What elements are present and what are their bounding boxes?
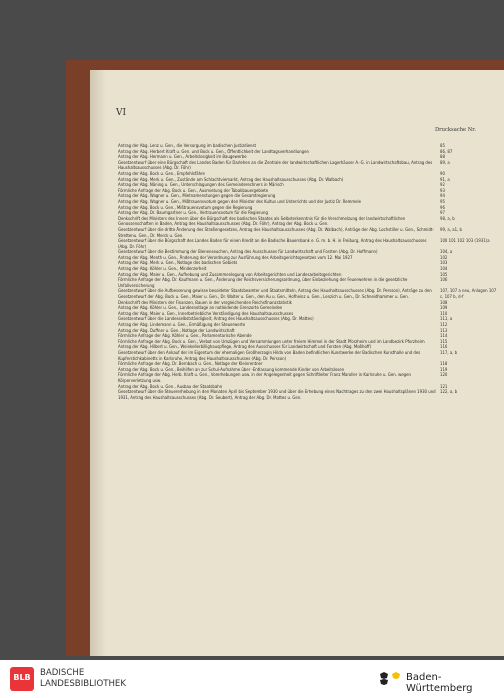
entry-title: Antrag der Abg. Hermann u. Gen., Arbeitslosigkeit im Baugewerbe — [118, 155, 247, 161]
column-header: Drucksache Nr. — [435, 127, 476, 133]
entry-title: Antrag der Abg. Wagner u. Gen., Mietnamenstungen gegen die Gesamtregierung — [118, 194, 276, 200]
entry-title: Antrag der Abg. Dr. Baumgartner u. Gen., Vertrauensvotum für die Regierung — [118, 211, 268, 217]
index-entry — [118, 373, 498, 384]
index-entry — [118, 239, 498, 250]
entry-drucksache-number: 104, a — [440, 250, 453, 256]
entry-title: Gesetzentwurf über den Ankauf der im Eigentum der ehemaligen Großherzogin Hilda von Baden befindlichen Kunstwerke der Badischen Kunsthalle und des Kupferstichkabinetts in Karlsruhe, Antrag des Haushaltsausschusses (Abg. Dr. Persson) — [118, 350, 421, 362]
entry-drucksache-number: 91, a — [440, 177, 450, 183]
entry-drucksache-number: 98, a, b — [440, 216, 455, 222]
entry-drucksache-number: 85 — [440, 144, 445, 149]
bw-wordmark[interactable]: Baden-Württemberg — [406, 672, 473, 694]
entry-title: Gesetzentwurf über die Steuererhebung in den Monaten April bis September 1930 und über die Erhebung eines Nachtrages zu den zwei Haushaltsplänen 1930 und 1931, Antrag des Haushaltsausschusses (Abg. Dr. Seubert), Antrag der Abg. Dr. Mattes u. Gen. — [118, 390, 436, 401]
entry-drucksache-number: 115 — [440, 339, 448, 345]
entry-drucksache-number: 92 — [440, 183, 445, 189]
entry-title: Gesetzentwurf über die Bürgschaft des Landes Baden für einen Kredit an die Badische Bauernbank e. G. m. b. H. in Freiburg, Antrag des Haushaltsausschusses (Abg. Dr. Föhr) — [118, 239, 427, 250]
entry-drucksache-number: 116 — [440, 345, 448, 351]
index-entries — [118, 144, 498, 401]
entry-title: Gesetzentwurf über die dritte Änderung des Straßengesetzes, Antrag des Haushaltsausschusses (Abg. Dr. Walbach), Anträge der Abg. Lochstiller u. Gen., Schmidt-Strettenu. Gen., Dr. Merck u. Gen. — [118, 227, 434, 239]
entry-title: Antrag der Abg. Bock u. Gen., Empfehlsfähre — [118, 171, 205, 177]
entry-title: Antrag der Abg. Merk u. Gen., Notlage des badischen Gebiets — [118, 261, 238, 267]
entry-drucksache-number: 106 — [440, 278, 448, 284]
entry-title: Antrag der Abg. Bock u. Gen., Ausbau der Staatsbahn — [118, 384, 223, 390]
entry-title: Antrag der Abg. Bock u. Gen., Beihilfen an zur Schul-Aufnahme über -Entlassung kommende Kinder von Arbeitslosen — [118, 367, 345, 373]
index-entry — [118, 217, 498, 228]
entry-title: Antrag der Abg. Näning u. Gen., Unterschlagungen des Gemeinderechners in Märisch — [118, 183, 284, 189]
index-entry — [118, 351, 498, 362]
index-entry — [118, 228, 498, 239]
entry-drucksache-number: 114 — [440, 334, 448, 340]
entry-drucksache-number: 107, 107 a neu, Anlagen 107 c, 107 b, d-f — [440, 289, 497, 301]
entry-title: Antrag der Abg. Köhler u. Gen., Minderzerheit — [118, 267, 207, 273]
entry-title: Gesetzentwurf über die Bestimmung der Bienenseuchen, Antrag des Ausschusses für Landwirtschaft und Forsten (Abg. Dr. Hoffmann) — [118, 250, 378, 256]
entry-title: Gesetzentwurf über die Landesselbstständigkeit, Antrag des Haushaltsausschusses (Abg. Dr. Mattes) — [118, 317, 314, 323]
entry-title: Antrag der Abg. Hilbert u. Gen., Weinkellerbillighauspflege, Antrag des Ausschusses für Landwirtschaft und Forsten (Abg. Moßhoff) — [118, 345, 371, 351]
library-name-line2: LANDESBIBLIOTHEK — [40, 679, 126, 689]
entry-title: Förmliche Anfrage der Abg. Bock u. Gen., Verbot von Umzügen und Versammlungen unter freiem Himmel in der Stadt Pforzheim und im Landbezirk Pforzheim — [118, 339, 425, 345]
entry-drucksache-number: 96 — [440, 205, 445, 211]
bw-lions-icon — [378, 670, 402, 688]
entry-title: Antrag der Abg. Merk u. Gen., Zustände am Schlachtviemarkt, Antrag des Haushaltsausschusses (Abg. Dr. Walbach) — [118, 177, 344, 183]
entry-title: Denkschrift des Ministers der Finanzen, Bauen in der vergleichenden Reichsfinanzstatistik — [118, 300, 292, 306]
entry-title: Gesetzentwurf über eine Bürgschaft des Landes Baden für Darlehen an die Zentrale der landwirtschaftlichen Lagerhäuser A.-G. in Landwirtschaftsbau, Antrag des Haushaltsausschusses (Abg. Dr. Föhr) — [118, 160, 433, 172]
index-entry — [118, 390, 498, 401]
entry-drucksache-number: 108 — [440, 300, 448, 306]
entry-title: Antrag der Abg. Duffner u. Gen., Notlage der Landwirtschaft — [118, 328, 235, 334]
entry-title: Antrag der Abg. Herbert Kraft u. Gen. und Bock u. Gen., Öffentlichkeit der Landtagsverhandlungen — [118, 149, 309, 155]
entry-drucksache-number: 93 — [440, 188, 445, 194]
entry-drucksache-number: 110 — [440, 311, 448, 317]
entry-drucksache-number: 86, 87 — [440, 149, 453, 155]
entry-drucksache-number: 94 — [440, 194, 445, 200]
entry-title: Antrag der Abg. Menth u. Gen., Änderung der Verordnung zur Ausführung des Arbeitsgerichtsgesetzes vom 12. Mai 1927 — [118, 255, 353, 261]
entry-title: Gesetzentwurf über die Aufbesserung gewisse besoldeter Staatsbeamter und Staatsmitteln, Antrag des Haushaltsausschusses (Abg. Dr. Persson), Anträge zu den Gesetzentwurf der Abg. Bock u. Gen., Maier u. Gen., Dr. Walter u. Gen., den Au u. Gen., Hofheinz u. Gen., Lenzich u. Gen., Dr. Schneidhammer u. Gen. — [118, 289, 432, 301]
entry-drucksache-number: 99, a, a1, b — [440, 227, 462, 233]
entry-drucksache-number: 89, a — [440, 160, 450, 166]
blb-logo[interactable] — [10, 667, 34, 691]
index-entry — [118, 289, 498, 300]
page-gutter — [90, 70, 106, 656]
entry-title: Antrag der Abg. Köhler u. Gen., Landesnotlage an notleidende Grenzorte Gemeinden — [118, 306, 283, 312]
entry-title: Denkschrift des Ministers des Innern über die Bürgschaft des badischen Staates als Selbsterkenntnis für die Verschmelzung der landwirtschaftlichen Genossenschaften in Baden, Antrag des Haushaltsausschusses (Abg. Dr. Föhr), Antrag der Abg. Bock u. Gen. — [118, 216, 406, 228]
entry-drucksache-number: 113 — [440, 328, 448, 334]
entry-drucksache-number: 103 — [440, 261, 448, 267]
entry-drucksache-number: 118 — [440, 362, 448, 368]
entry-drucksache-number: 88 — [440, 155, 445, 161]
entry-title: Förmliche Anfrage der Abg. Bock u. Gen., Ausmietung der Tabakbauergebiete — [118, 188, 269, 194]
entry-title: Antrag der Abg. Maier u. Gen., Innerbetriebliche Verständigung des Haushaltsausschusses — [118, 311, 294, 317]
entry-title: Förmliche Anfrage der Abg. Dr. Bernbach u. Gen., Notlage der Kleinrentner — [118, 362, 263, 368]
entry-drucksache-number: 100 101 102 103 (1931)a — [440, 239, 490, 245]
entry-title: Förmliche Anfrage der Abg. Herb. Kraft u. Gen., Vorerhebungen usw. in der Angelegenheit gegen Schriftleiter Franz Maroller in Karlsruhe u. Gen. wegen Körperverletzung usw. — [118, 373, 411, 384]
entry-title: Antrag der Abg. Wagner u. Gen., Mißtrauensvotum gegen den Minister des Kultus und Unterrichts und der Justiz Dr. Remmele — [118, 199, 362, 205]
entry-title: Antrag der Abg. Maier u. Gen., Aufhebung und Zusammenlegung von Arbeitsgerichten und Landesarbeitsgerichten — [118, 272, 342, 278]
entry-drucksache-number: 117, a, b — [440, 350, 458, 356]
entry-drucksache-number: 122, a, b — [440, 390, 458, 396]
entry-drucksache-number: 104 — [440, 267, 448, 273]
entry-drucksache-number: 90 — [440, 171, 445, 177]
entry-drucksache-number: 121 — [440, 384, 448, 390]
entry-drucksache-number: 95 — [440, 199, 445, 205]
entry-drucksache-number: 111, a — [440, 317, 453, 323]
entry-title: Antrag der Abg. Lenz u. Gen., die Versorgung im badischen Justizdienst — [118, 144, 257, 149]
entry-drucksache-number: 102 — [440, 255, 448, 261]
blb-logo-text: BLB — [13, 673, 31, 682]
entry-drucksache-number: 120 — [440, 373, 448, 379]
entry-title: Förmliche Anfrage der Abg. Köhler u. Gen., Parlamentarische Abende — [118, 334, 252, 340]
entry-title: Antrag der Abg. Lindemann u. Gen., Ermäßigung der Steuerwerte — [118, 323, 246, 328]
library-name[interactable] — [40, 668, 126, 690]
entry-drucksache-number: 109 — [440, 306, 448, 312]
index-entry — [118, 278, 498, 289]
entry-drucksache-number: 119 — [440, 367, 448, 373]
entry-drucksache-number: 97 — [440, 211, 445, 217]
entry-title: Antrag der Abg. Bock u. Gen., Mißtrauensvotum gegen die Regierung — [118, 205, 253, 211]
entry-drucksache-number: 105 — [440, 272, 448, 278]
entry-drucksache-number: 112 — [440, 323, 448, 328]
index-entry — [118, 161, 498, 172]
entry-title: Förmliche Anfrage der Abg. Dr. Kaufmann u. Gen., Änderung der Reichsversicherungsordnung, über Einbeziehung der Feuerwehren in die gesetzliche Unfallversicherung — [118, 278, 408, 289]
page-number: VI — [116, 108, 127, 118]
library-name-line1: BADISCHE — [40, 668, 85, 678]
